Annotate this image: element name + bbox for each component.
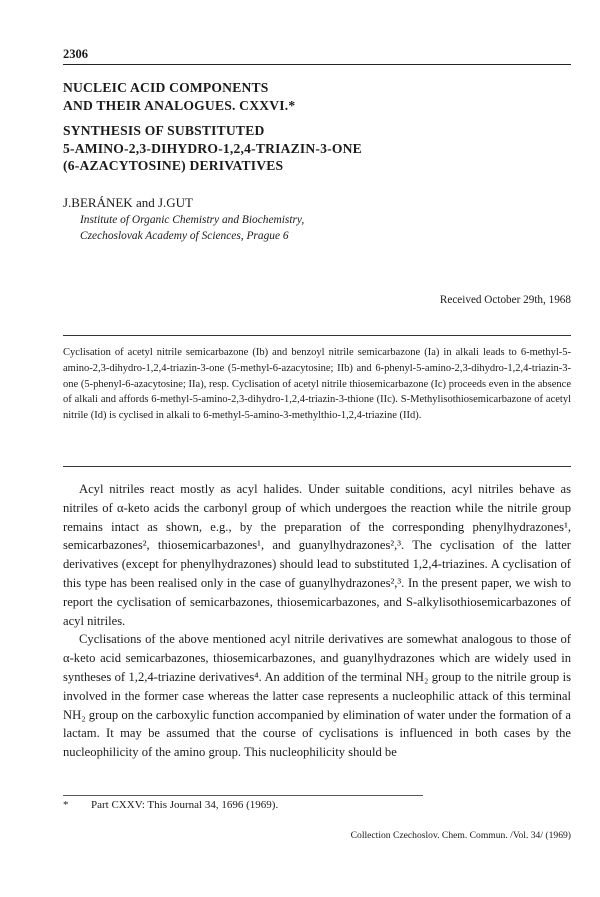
body-text [63, 480, 571, 762]
body-paragraph: Cyclisations of the above mentioned acyl nitrile derivatives are somewhat analogous to those of α-keto acid semicarbazones, thiosemicarbazones, and guanylhydrazones which are widely used in syntheses of 1,2,4-triazine derivatives⁴. An addition of the terminal NH₂ group to the nitrile group is involved in the former case whereas the latter case represents a nucleophilic attack of this terminal NH₂ group on the carboxylic function accompanied by elimination of water under the formation of a lactam. It may be assumed that the course of cyclisations is influenced in both cases by the nucleophilicity of the amino group. This nucleophilicity should be [63, 632, 571, 760]
affiliation-line: Czechoslovak Academy of Sciences, Prague 6 [80, 230, 289, 242]
title-line: AND THEIR ANALOGUES. CXXVI.* [63, 97, 296, 113]
title-line: NUCLEIC ACID COMPONENTS [63, 80, 269, 95]
journal-reference: Collection Czechoslov. Chem. Commun. /Vol. 34/ (1969) [350, 830, 571, 841]
footnote-rule [63, 795, 423, 796]
abstract-text: Cyclisation of acetyl nitrile semicarbazone (Ib) and benzoyl nitrile semicarbazone (Ia) in alkali leads to 6-methyl-5-amino-2,3-dihydro-1,2,4-triazin-3-one (5-methyl-6-azacytosine; IIb) and 6-phenyl-5-amino-2,3-dihydro-1,2,4-triazin-3-one (5-phenyl-6-azacytosine; IIa), resp. Cyclisation of acetyl nitrile thiosemicarbazone (Ic) proceeds even in the absence of alkali and affords 6-methyl-5-amino-2,3-dihydro-1,2,4-triazin-3-thione (IIc). S-Methylisothiosemicarbazone of acetyl nitrile (Id) is cyclised in alkali to 6-methyl-5-amino-3-methylthio-1,2,4-triazine (IId). [63, 347, 571, 422]
authors: J.BERÁNEK and J.GUT [63, 195, 193, 210]
affiliation-line: Institute of Organic Chemistry and Biochemistry, [80, 214, 305, 226]
header-rule [63, 64, 571, 65]
title-line: (6-AZACYTOSINE) DERIVATIVES [63, 158, 284, 173]
abstract-rule-bottom [63, 466, 571, 467]
title-line: SYNTHESIS OF SUBSTITUTED [63, 123, 265, 138]
abstract [63, 345, 571, 424]
footnote-mark: * [63, 799, 69, 811]
body-paragraph: Acyl nitriles react mostly as acyl halides. Under suitable conditions, acyl nitriles behave as nitriles of α-keto acids the carbonyl group of which undergoes the reaction while the nitrile group remains intact as shown, e.g., by the preparation of the corresponding phenylhydrazones¹, semicarbazones², thiosemicarbazones¹, and guanylhydrazones²,³. The cyclisation of the latter derivatives (except for phenylhydrazones) should lead to substituted 1,2,4-triazines. A cyclisation of this type has been realised only in the case of guanylhydrazones²,³. In the present paper, we wish to report the cyclisation of semicarbazones, thiosemicarbazones, and S-alkylisothiosemicarbazones of acyl nitriles. [63, 482, 571, 628]
footnote [63, 799, 278, 811]
abstract-rule-top [63, 335, 571, 336]
page-number: 2306 [63, 47, 88, 61]
received-date: Received October 29th, 1968 [439, 294, 571, 306]
footnote-text: Part CXXV: This Journal 34, 1696 (1969). [91, 799, 279, 811]
article-title [63, 79, 563, 175]
affiliation [80, 212, 304, 244]
title-line: 5-AMINO-2,3-DIHYDRO-1,2,4-TRIAZIN-3-ONE [63, 140, 362, 156]
